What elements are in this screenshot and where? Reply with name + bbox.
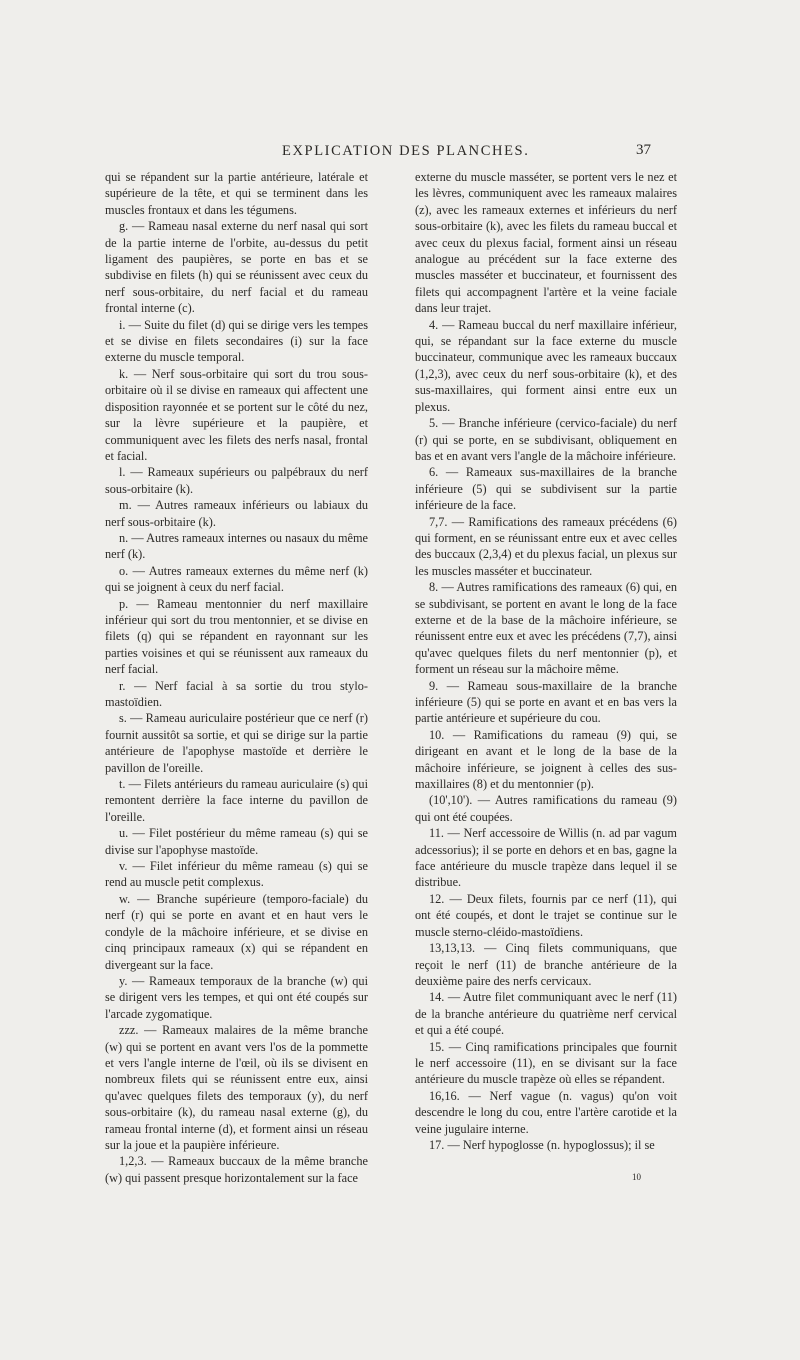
paragraph: u. — Filet postérieur du même rameau (s) qui se divise sur l'apophyse mastoïde. bbox=[105, 826, 368, 857]
paragraph: 16,16. — Nerf vague (n. vagus) qu'on voit descendre le long du cou, entre l'artère carotide et la veine jugulaire interne. bbox=[415, 1088, 677, 1136]
paragraph: zzz. — Rameaux malaires de la même branche (w) qui se portent en avant vers l'os de la pommette et vers l'angle interne de l'œil, où ils se divisent en nombreux filets qui se réunissent entre eux, ainsi qu'avec quelques filets des temporaux (y), du nerf sous-orbitaire (k), du rameau nasal externe (g), du rameau frontal interne (d), et forment ainsi un réseau sur la joue et la paupière inférieure. bbox=[105, 1023, 368, 1152]
paragraph: 8. — Autres ramifications des rameaux (6) qui, en se subdivisant, se portent en avant le long de la face externe et de la base de la mâchoire inférieure, se réunissent entre eux et avec les précédens (7,7), ainsi qu'avec quelques filets du nerf mentonnier (p), et forment un réseau sur la mâchoire même. bbox=[415, 580, 677, 677]
paragraph: l. — Rameaux supérieurs ou palpébraux du nerf sous-orbitaire (k). bbox=[105, 465, 368, 496]
paragraph: 11. — Nerf accessoire de Willis (n. ad par vagum adcessorius); il se porte en dehors et en bas, gagne la face antérieure du muscle trapèze dans lequel il se distribue. bbox=[415, 826, 677, 890]
paragraph: 13,13,13. — Cinq filets communiquans, que reçoit le nerf (11) de branche antérieure de la deuxième paire des nerfs cervicaux. bbox=[415, 941, 677, 988]
left-column bbox=[105, 169, 368, 1186]
paragraph: p. — Rameau mentonnier du nerf maxillaire inférieur qui sort du trou mentonnier, et se divise en filets (q) qui se répandent en rayonnant sur les parties voisines et qui se réunissent aux rameaux du nerf facial. bbox=[105, 596, 368, 677]
paragraph: 14. — Autre filet communiquant avec le nerf (11) de la branche antérieure du quatrième nerf cervical et qui a été coupé. bbox=[415, 990, 677, 1038]
paragraph: (10',10'). — Autres ramifications du rameau (9) qui ont été coupées. bbox=[415, 793, 677, 824]
paragraph: externe du muscle masséter, se portent vers le nez et les lèvres, communiquent avec les rameaux malaires (z), avec les rameaux externes et inférieurs du nerf sous-orbitaire (k), avec les filets du rameau buccal et avec ceux du plexus facial, forment ainsi un réseau analogue au précédent sur la face externe des muscles masséter et buccinateur, et fournissent des filets qui accompagnent l'artère et la veine faciale dans leur trajet. bbox=[415, 170, 677, 316]
paragraph: n. — Autres rameaux internes ou nasaux du même nerf (k). bbox=[105, 530, 368, 562]
paragraph: 7,7. — Ramifications des rameaux précédens (6) qui forment, en se réunissant entre eux et avec celles des buccaux (2,3,4) et du plexus facial, un plexus sur les muscles masséter et buccinateur. bbox=[415, 514, 677, 578]
paragraph: qui se répandent sur la partie antérieure, latérale et supérieure de la tête, et qui se terminent dans les muscles frontaux et dans les tégumens. bbox=[105, 170, 368, 217]
paragraph: s. — Rameau auriculaire postérieur que ce nerf (r) fournit aussitôt sa sortie, et qui se dirige sur la partie antérieure de l'apophyse mastoïde et derrière le pavillon de l'oreille. bbox=[105, 711, 368, 775]
paragraph: i. — Suite du filet (d) qui se dirige vers les tempes et se divise en filets secondaires (i) sur la face externe du muscle temporal. bbox=[105, 317, 368, 365]
right-column bbox=[415, 169, 677, 1153]
paragraph: 6. — Rameaux sus-maxillaires de la branche inférieure (5) qui se subdivisent sur la partie inférieure de la face. bbox=[415, 465, 677, 513]
paragraph: y. — Rameaux temporaux de la branche (w) qui se dirigent vers les tempes, et qui ont été coupés sur l'arcade zygomatique. bbox=[105, 973, 368, 1021]
paragraph: 15. — Cinq ramifications principales que fournit le nerf accessoire (11), en se divisant sur la face antérieure du muscle trapèze où elles se répandent. bbox=[415, 1039, 677, 1087]
signature-mark: 10 bbox=[632, 1172, 641, 1182]
paragraph: r. — Nerf facial à sa sortie du trou stylo-mastoïdien. bbox=[105, 678, 368, 709]
paragraph: v. — Filet inférieur du même rameau (s) qui se rend au muscle petit complexus. bbox=[105, 859, 368, 890]
paragraph: o. — Autres rameaux externes du même nerf (k) qui se joignent à ceux du nerf facial. bbox=[105, 563, 368, 595]
paragraph: 1,2,3. — Rameaux buccaux de la même branche (w) qui passent presque horizontalement sur la face bbox=[105, 1154, 368, 1185]
paragraph: 9. — Rameau sous-maxillaire de la branche inférieure (5) qui se porte en avant et en bas vers la partie antérieure et supérieure du cou. bbox=[415, 678, 677, 726]
paragraph: 5. — Branche inférieure (cervico-faciale) du nerf (r) qui se porte, en se subdivisant, obliquement en bas et en avant vers l'angle de la mâchoire inférieure. bbox=[415, 416, 677, 463]
paragraph: 12. — Deux filets, fournis par ce nerf (11), qui ont été coupés, et dont le trajet se continue sur le muscle sterno-cléido-mastoïdiens. bbox=[415, 891, 677, 939]
paragraph: 4. — Rameau buccal du nerf maxillaire inférieur, qui, se répandant sur la face externe du muscle buccinateur, communique avec les rameaux buccaux (1,2,3), avec ceux du nerf sous-orbitaire (k), et des sus-maxillaires, qui forment ainsi entre eux un plexus. bbox=[415, 317, 677, 414]
paragraph: w. — Branche supérieure (temporo-faciale) du nerf (r) qui se porte en avant et en haut vers le condyle de la mâchoire inférieure, et se divise en cinq principaux rameaux (x) qui se répandent en divergeant sur la face. bbox=[105, 891, 368, 972]
paragraph: 10. — Ramifications du rameau (9) qui, se dirigeant en avant et le long de la base de la mâchoire inférieure, se joignent à celles des sus-maxillaires (8) et du mentonnier (p). bbox=[415, 727, 677, 792]
page-header bbox=[0, 143, 800, 163]
paragraph: t. — Filets antérieurs du rameau auriculaire (s) qui remontent derrière la face interne du pavillon de l'oreille. bbox=[105, 777, 368, 824]
paragraph: g. — Rameau nasal externe du nerf nasal qui sort de la partie interne de l'orbite, au-dessus du petit ligament des paupières, se porte en bas et se subdivise en filets (h) qui se réunissent avec ceux du nerf sous-orbitaire, du nerf facial et du rameau frontal interne (c). bbox=[105, 219, 368, 316]
paragraph: m. — Autres rameaux inférieurs ou labiaux du nerf sous-orbitaire (k). bbox=[105, 498, 368, 529]
paragraph: k. — Nerf sous-orbitaire qui sort du trou sous-orbitaire où il se divise en rameaux qui affectent une disposition rayonnée et se portent sur le côté du nez, sur la lèvre supérieure et la paupière, et communiquent avec les filets des nerfs nasal, frontal et facial. bbox=[105, 366, 368, 463]
page-number: 37 bbox=[636, 142, 651, 158]
page-title: EXPLICATION DES PLANCHES. bbox=[282, 143, 530, 159]
paragraph: 17. — Nerf hypoglosse (n. hypoglossus); il se bbox=[429, 1137, 655, 1152]
